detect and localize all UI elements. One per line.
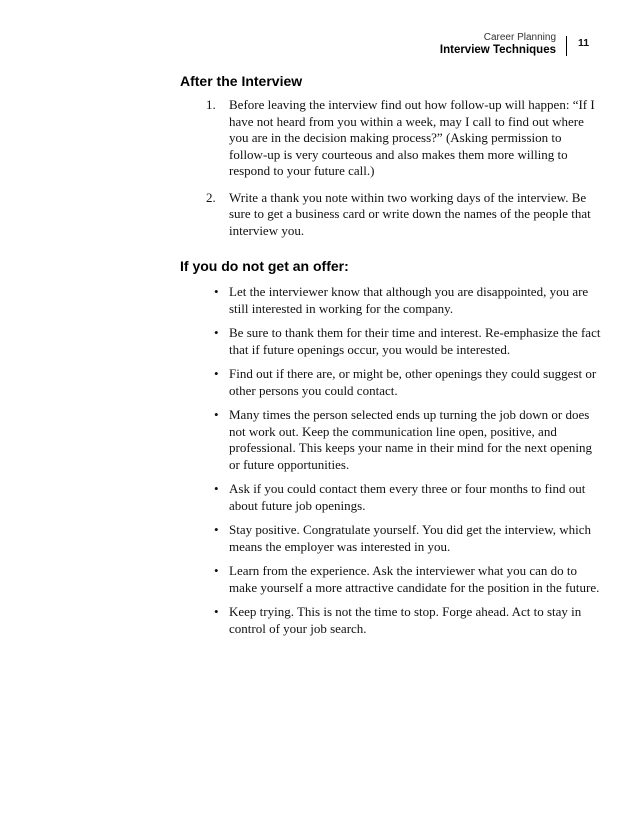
item-number: 2. [206, 189, 216, 205]
bullet-icon: • [214, 366, 219, 381]
list-item [206, 190, 596, 240]
item-text: Be sure to thank them for their time and interest. Re-emphasize the fact that if future openings occur, you would be interested. [229, 325, 601, 357]
item-text: Stay positive. Congratulate yourself. You did get the interview, which means the employer was interested in you. [229, 522, 592, 554]
page-number: 11 [578, 37, 590, 49]
heading-after-interview: After the Interview [180, 73, 303, 89]
list-item [214, 563, 604, 596]
bullet-icon: • [214, 325, 219, 340]
header-divider [566, 36, 567, 56]
running-header [440, 32, 556, 57]
list-item [214, 522, 604, 555]
bullet-icon: • [214, 563, 219, 578]
header-section: Career Planning [483, 32, 556, 43]
after-interview-list [206, 97, 596, 249]
list-item [214, 481, 604, 514]
no-offer-list [214, 284, 604, 645]
list-item [214, 325, 604, 358]
item-text: Learn from the experience. Ask the interviewer what you can do to make yourself a more attractive candidate for the position in the future. [229, 563, 600, 595]
list-item [214, 366, 604, 399]
bullet-icon: • [214, 407, 219, 422]
item-text: Find out if there are, or might be, other openings they could suggest or other persons you could contact. [229, 366, 597, 398]
item-text: Keep trying. This is not the time to stop. Forge ahead. Act to stay in control of your job search. [229, 604, 582, 636]
list-item [214, 284, 604, 317]
item-text: Ask if you could contact them every three or four months to find out about future job openings. [229, 481, 586, 513]
header-title: Interview Techniques [439, 43, 556, 56]
bullet-icon: • [214, 522, 219, 537]
list-item [214, 604, 604, 637]
item-text: Many times the person selected ends up turning the job down or does not work out. Keep the communication line open, positive, and professional. This keeps your name in their mind for the next opening or future opportunities. [229, 407, 592, 472]
bullet-icon: • [214, 284, 219, 299]
item-text: Let the interviewer know that although you are disappointed, you are still interested in working for the company. [229, 284, 589, 316]
heading-no-offer: If you do not get an offer: [180, 258, 349, 274]
item-number: 1. [206, 97, 216, 112]
bullet-icon: • [214, 481, 219, 496]
item-text: Before leaving the interview find out how follow-up will happen: “If I have not heard from you within a week, may I call to find out where you are in the decision making process?” (Asking permission to follow-up is very courteous and also makes them more willing to respond to your future call.) [229, 97, 595, 178]
bullet-icon: • [214, 604, 219, 619]
item-text: Write a thank you note within two working days of the interview. Be sure to get a business card or write down the names of the people that interview you. [229, 189, 591, 238]
list-item [214, 407, 604, 473]
list-item [206, 97, 596, 180]
